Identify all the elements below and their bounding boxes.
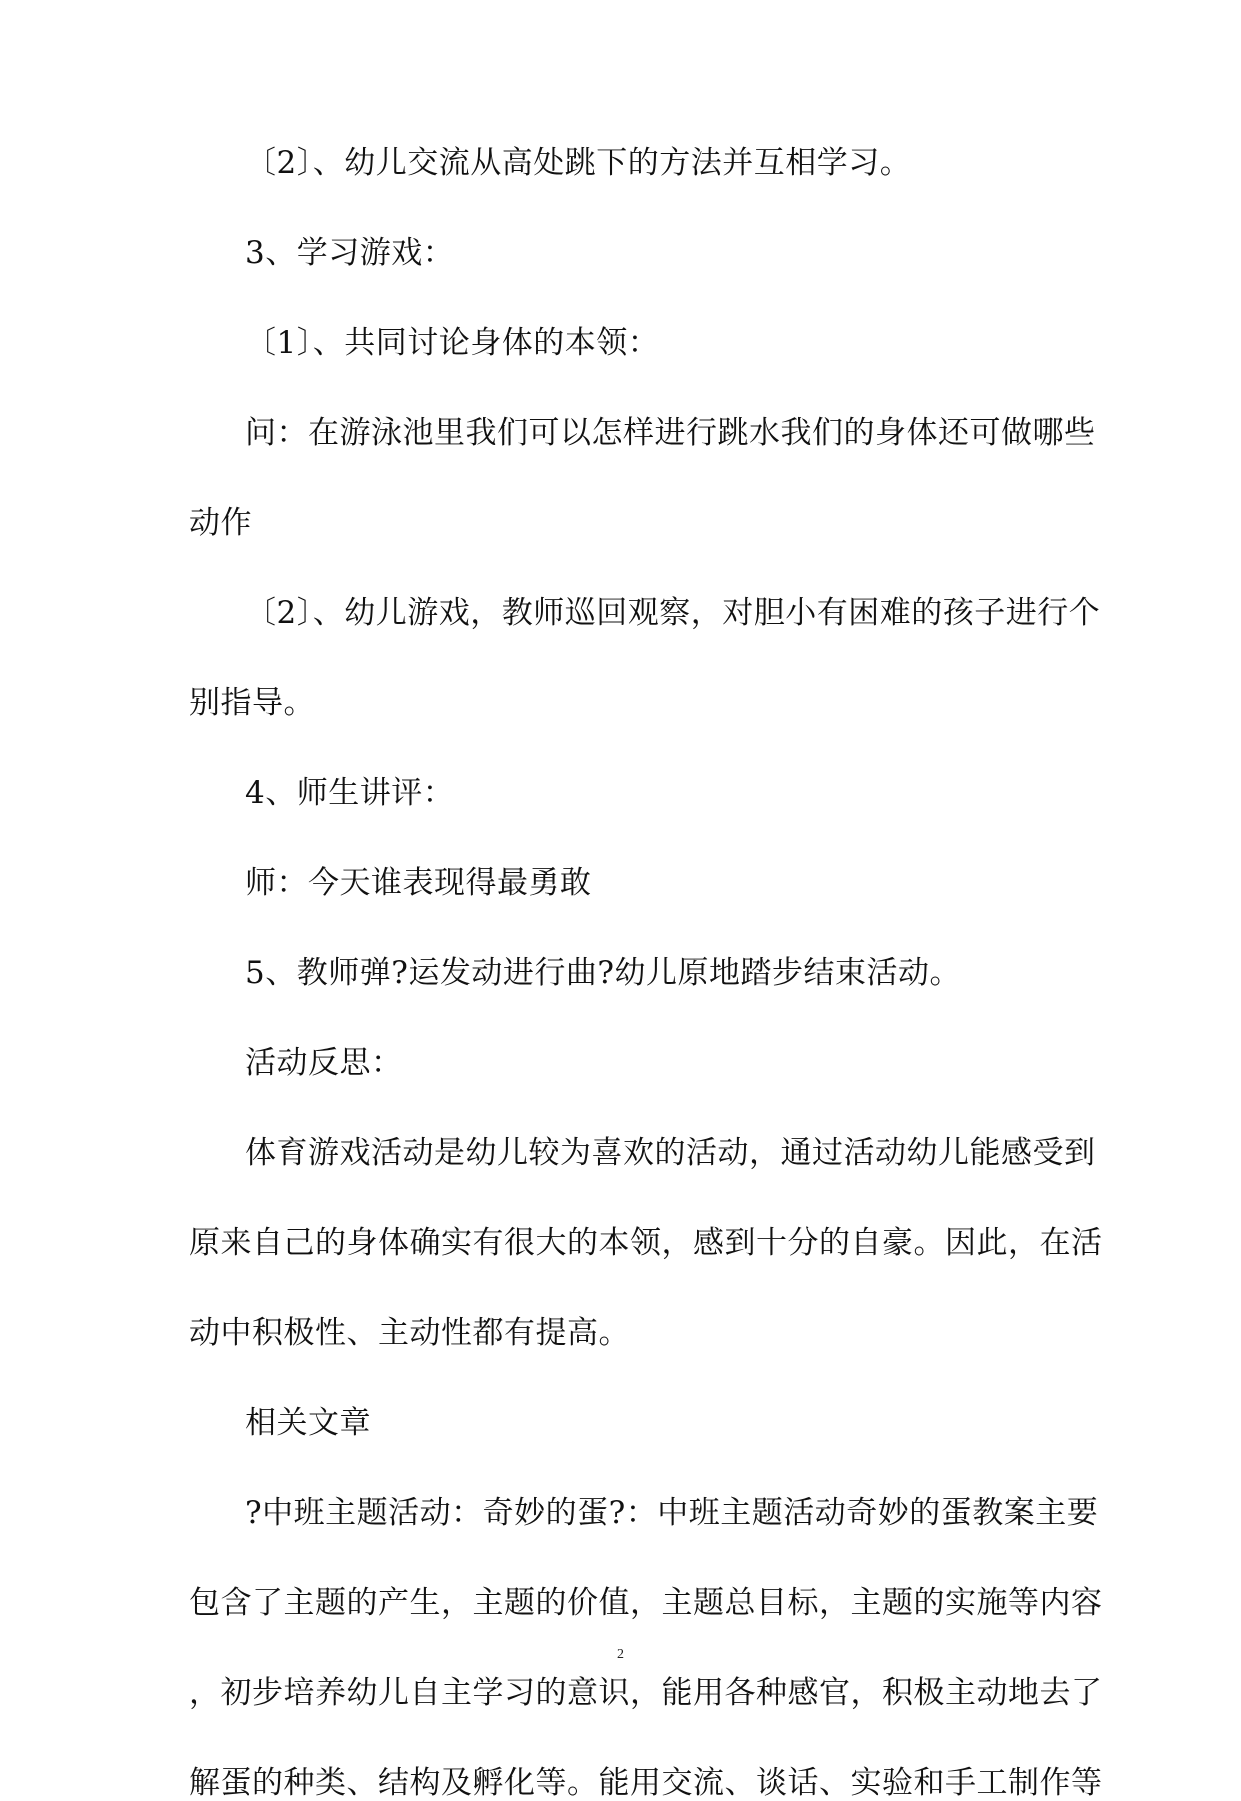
paragraph-step-2-2: 〔2〕、幼儿交流从高处跳下的方法并互相学习。	[245, 145, 912, 181]
paragraph-step-3-1: 〔1〕、共同讨论身体的本领：	[245, 325, 660, 361]
heading-related-articles: 相关文章	[245, 1405, 371, 1441]
paragraph-step-3-2-line-2: 别指导。	[189, 685, 315, 721]
paragraph-step-3: 3、学习游戏：	[245, 235, 455, 271]
paragraph-related-line-1: ?中班主题活动：奇妙的蛋?：中班主题活动奇妙的蛋教案主要	[245, 1495, 1099, 1531]
paragraph-teacher-question: 师：今天谁表现得最勇敢	[245, 865, 592, 901]
paragraph-related-line-2: 包含了主题的产生，主题的价值，主题总目标，主题的实施等内容	[189, 1585, 1103, 1621]
document-body	[189, 145, 1103, 1801]
paragraph-related-line-3: ，初步培养幼儿自主学习的意识，能用各种感官，积极主动地去了	[189, 1675, 1103, 1711]
paragraph-related-line-4: 解蛋的种类、结构及孵化等。能用交流、谈话、实验和手工制作等	[189, 1765, 1103, 1801]
paragraph-step-3-2-line-1: 〔2〕、幼儿游戏，教师巡回观察，对胆小有困难的孩子进行个	[245, 595, 1101, 631]
paragraph-reflection-line-3: 动中积极性、主动性都有提高。	[189, 1315, 630, 1351]
paragraph-reflection-line-1: 体育游戏活动是幼儿较为喜欢的活动，通过活动幼儿能感受到	[245, 1135, 1096, 1171]
paragraph-question-line-1: 问：在游泳池里我们可以怎样进行跳水我们的身体还可做哪些	[245, 415, 1096, 451]
paragraph-step-4: 4、师生讲评：	[245, 775, 455, 811]
paragraph-question-line-2: 动作	[189, 505, 252, 541]
heading-activity-reflection: 活动反思：	[245, 1045, 403, 1081]
page-number: 2	[617, 1647, 624, 1662]
paragraph-reflection-line-2: 原来自己的身体确实有很大的本领，感到十分的自豪。因此，在活	[189, 1225, 1103, 1261]
paragraph-step-5: 5、教师弹?运发动进行曲?幼儿原地踏步结束活动。	[245, 955, 961, 991]
